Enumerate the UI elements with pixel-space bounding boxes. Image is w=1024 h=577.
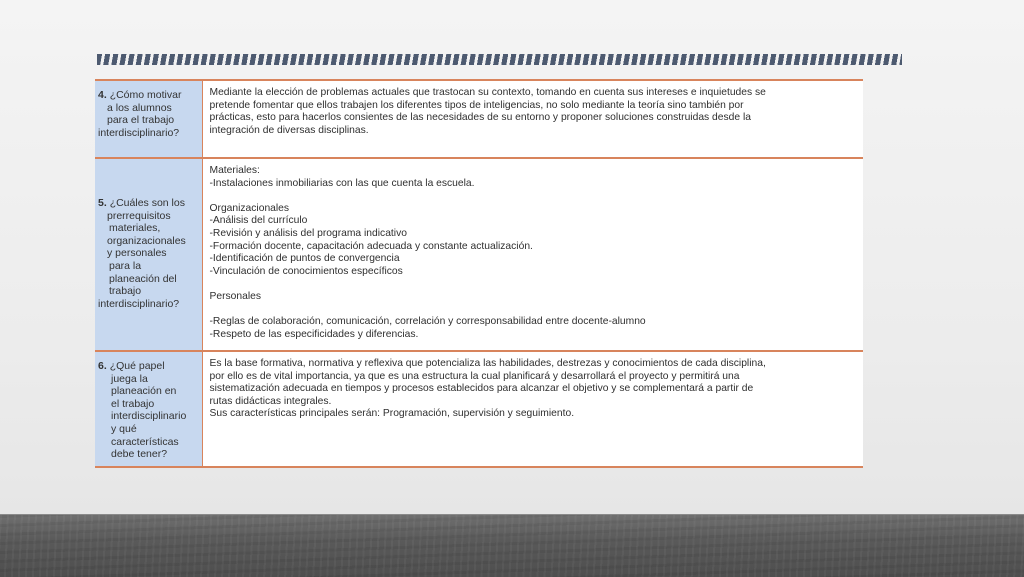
- question-number: 5.: [98, 197, 107, 209]
- qa-table: [95, 79, 863, 468]
- answer-spacer: [210, 190, 856, 203]
- answer-line: -Instalaciones inmobiliarias con las que cuenta la escuela.: [209, 177, 475, 189]
- question-line: juega la: [111, 372, 148, 385]
- answer-line: -Vinculación de conocimientos específicos: [209, 265, 403, 277]
- question: [98, 89, 199, 139]
- question-line: para el trabajo: [107, 114, 175, 127]
- question: [98, 197, 199, 310]
- answer-line: Sus características principales serán: Programación, supervisión y seguimiento.: [209, 408, 575, 420]
- answer-cell: [202, 158, 863, 351]
- table-row: [95, 351, 863, 467]
- answer-line: prácticas, esto para hacerlos consientes de las necesidades de su entorno y proponer soluciones construidas desde la: [209, 112, 751, 124]
- table-row: [95, 80, 863, 158]
- answer-line: -Formación docente, capacitación adecuada y constante actualización.: [209, 240, 533, 252]
- question-cell: [95, 158, 202, 351]
- question-number: 4.: [98, 89, 107, 101]
- question-line: interdisciplinario?: [98, 297, 180, 310]
- question-line: y personales: [107, 247, 167, 260]
- answer-line: -Análisis del currículo: [209, 215, 308, 227]
- question-line: características: [111, 435, 179, 448]
- answer-cell: [202, 351, 863, 467]
- question-line: interdisciplinario: [111, 410, 187, 423]
- question-line: trabajo: [109, 285, 142, 298]
- answer-cell: [202, 80, 863, 158]
- question-line: planeación en: [111, 385, 177, 398]
- question-line: debe tener?: [111, 448, 168, 461]
- answer-line: -Reglas de colaboración, comunicación, correlación y corresponsabilidad entre docente-alumno: [209, 316, 646, 328]
- question-line: el trabajo: [111, 397, 155, 410]
- table-row: [95, 158, 863, 351]
- question-line: ¿Cómo motivar: [109, 89, 182, 101]
- answer-line: Organizacionales: [209, 202, 290, 214]
- floor-background: [0, 514, 1024, 577]
- answer-spacer: [210, 278, 856, 291]
- question-line: organizacionales: [107, 234, 186, 247]
- answer-line: sistematización adecuada en tiempos y procesos establecidos para alcanzar el objetivo y se complementará a partir de: [209, 383, 754, 395]
- answer-line: -Revisión y análisis del programa indicativo: [209, 227, 407, 239]
- question-cell: [95, 351, 202, 467]
- answer-line: Personales: [209, 290, 262, 302]
- question-line: ¿Qué papel: [109, 360, 165, 372]
- answer-line: -Respeto de las especificidades y diferencias.: [209, 328, 419, 340]
- answer-line: rutas didácticas integrales.: [209, 395, 332, 407]
- question-line: interdisciplinario?: [98, 126, 180, 139]
- question-line: a los alumnos: [107, 101, 172, 114]
- answer-line: pretende fomentar que ellos trabajen los diferentes tipos de inteligencias, no solo mediante la teoría sino también por: [209, 99, 744, 111]
- answer-line: Mediante la elección de problemas actuales que trastocan su contexto, tomando en cuenta sus intereses e inquietudes se: [209, 87, 766, 98]
- question-line: y qué: [111, 422, 137, 435]
- answer-line: integración de diversas disciplinas.: [209, 124, 369, 136]
- answer-spacer: [210, 304, 856, 317]
- question-cell: [95, 80, 202, 158]
- question-line: para la: [109, 259, 142, 272]
- question-line: materiales,: [109, 222, 161, 235]
- answer-line: Materiales:: [209, 165, 260, 176]
- answer-line: -Identificación de puntos de convergencia: [209, 253, 400, 265]
- question-line: planeación del: [109, 272, 177, 285]
- question-number: 6.: [98, 360, 107, 372]
- question: [98, 360, 199, 461]
- question-line: ¿Cuáles son los: [109, 197, 185, 209]
- question-line: prerrequisitos: [107, 209, 171, 222]
- decorative-striped-bar: [97, 54, 902, 65]
- answer-line: Es la base formativa, normativa y reflexiva que potencializa las habilidades, destrezas y conocimientos de cada disciplina,: [209, 358, 766, 369]
- answer-line: por ello es de vital importancia, ya que es una estructura la cual planificará y desarrollará el proyecto y permitirá una: [209, 370, 740, 382]
